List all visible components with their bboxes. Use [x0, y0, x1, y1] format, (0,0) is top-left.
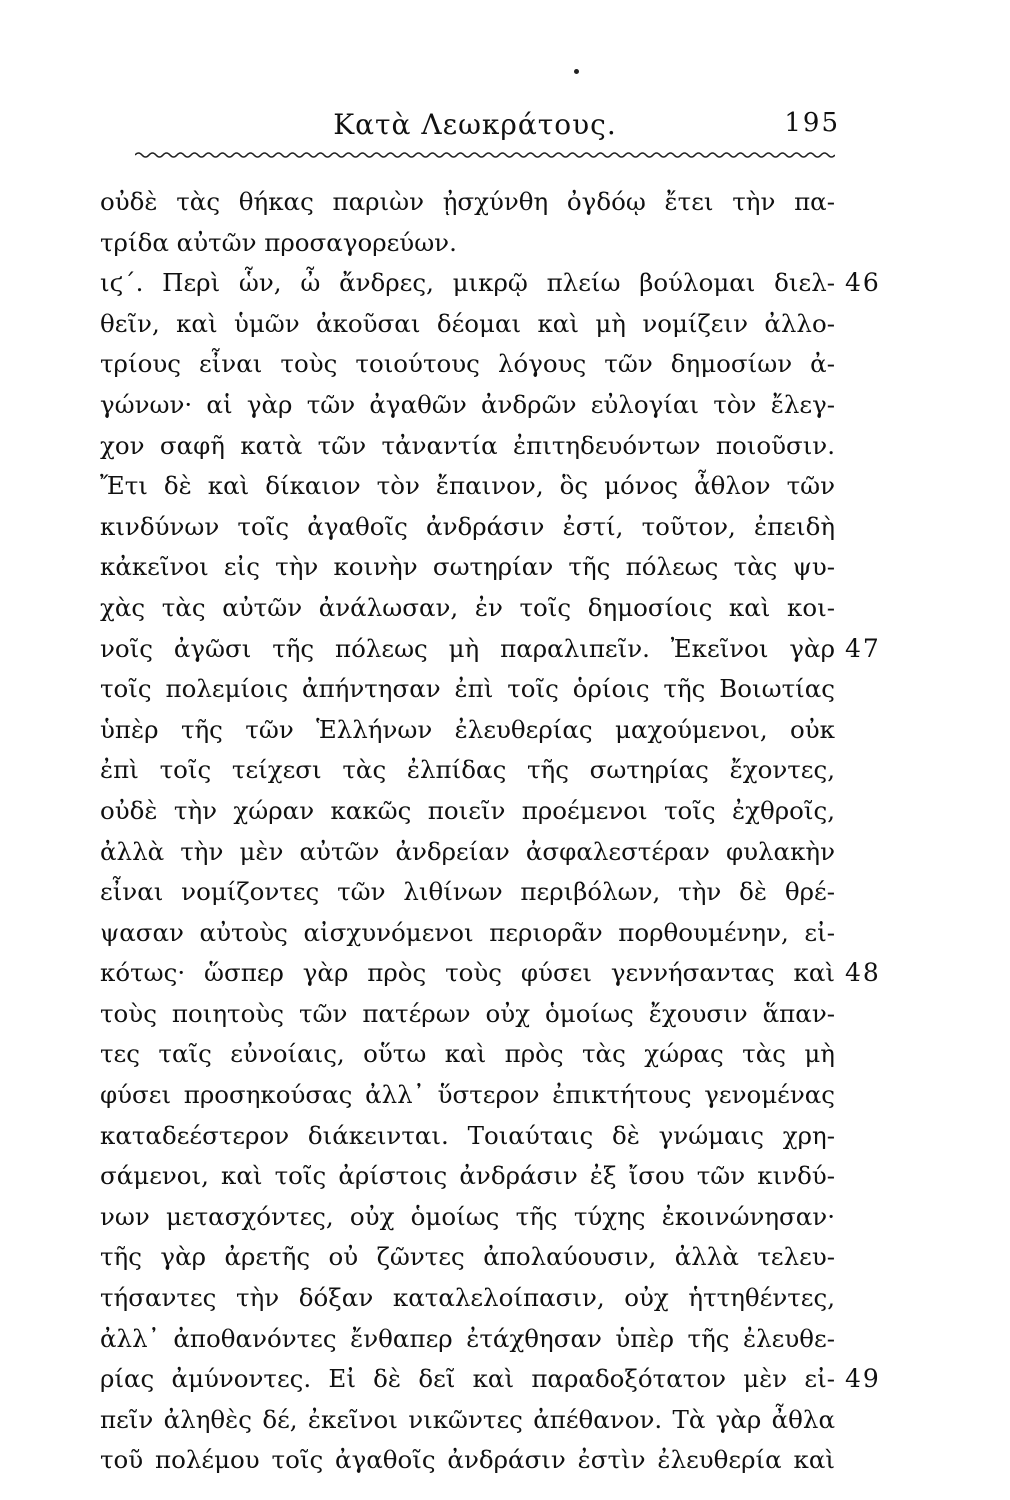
wavy-header-rule: [135, 150, 835, 160]
text-line: θεῖν, καὶ ὑμῶν ἀκοῦσαι δέομαι καὶ μὴ νομίζειν ἀλλο-: [100, 308, 835, 338]
text-line: εἶναι νομίζοντες τῶν λιθίνων περιβόλων, τὴν δὲ θρέ-: [100, 877, 835, 907]
text-line: τῆς γὰρ ἀρετῆς οὐ ζῶντες ἀπολαύουσιν, ἀλλὰ τελευ-: [100, 1242, 835, 1272]
margin-section-number: 46: [845, 268, 881, 297]
text-line: χον σαφῆ κατὰ τῶν τἀναντία ἐπιτηδευόντων ποιοῦσιν.: [100, 430, 835, 460]
text-line: κινδύνων τοῖς ἀγαθοῖς ἀνδράσιν ἐστί, τοῦτον, ἐπειδὴ: [100, 511, 835, 541]
text-line: τρίους εἶναι τοὺς τοιούτους λόγους τῶν δημοσίων ἀ-: [100, 349, 835, 379]
text-line: πεῖν ἀληθὲς δέ, ἐκεῖνοι νικῶντες ἀπέθανον. Τὰ γὰρ ἆθλα: [100, 1404, 835, 1434]
text-line: κἀκεῖνοι εἰς τὴν κοινὴν σωτηρίαν τῆς πόλεως τὰς ψυ-: [100, 552, 835, 582]
text-line: οὐδὲ τὰς θήκας παριὼν ᾐσχύνθη ὀγδόῳ ἔτει τὴν πα-: [100, 187, 835, 216]
text-line: φύσει προσηκούσας ἀλλ᾽ ὕστερον ἐπικτήτους γενομένας: [100, 1080, 835, 1110]
text-line: χὰς τὰς αὐτῶν ἀνάλωσαν, ἐν τοῖς δημοσίοις καὶ κοι-: [100, 592, 835, 622]
text-line: νων μετασχόντες, οὐχ ὁμοίως τῆς τύχης ἐκοινώνησαν·: [100, 1201, 835, 1231]
page-header: [110, 108, 840, 148]
text-line: ψασαν αὐτοὺς αἰσχυνόμενοι περιορᾶν πορθουμένην, εἰ-: [100, 917, 835, 947]
text-line: τοῖς πολεμίοις ἀπήντησαν ἐπὶ τοῖς ὁρίοις τῆς Βοιωτίας: [100, 674, 835, 704]
text-line: ἐπὶ τοῖς τείχεσι τὰς ἐλπίδας τῆς σωτηρίας ἔχοντες,: [100, 755, 835, 785]
running-title: Κατὰ Λεωκράτους.: [333, 108, 617, 141]
text-line: ἀλλὰ τὴν μὲν αὐτῶν ἀνδρείαν ἀσφαλεστέραν φυλακὴν: [100, 836, 835, 866]
margin-section-number: 49: [845, 1364, 881, 1393]
text-line: σάμενοι, καὶ τοῖς ἀρίστοις ἀνδράσιν ἐξ ἴσου τῶν κινδύ-: [100, 1161, 835, 1191]
text-line: νοῖς ἀγῶσι τῆς πόλεως μὴ παραλιπεῖν. Ἐκεῖνοι γὰρ: [100, 633, 835, 663]
text-line: τοῦ πολέμου τοῖς ἀγαθοῖς ἀνδράσιν ἐστὶν ἐλευθερία καὶ: [100, 1445, 835, 1475]
text-line: οὐδὲ τὴν χώραν κακῶς ποιεῖν προέμενοι τοῖς ἐχθροῖς,: [100, 795, 835, 825]
text-line: Ἔτι δὲ καὶ δίκαιον τὸν ἔπαινον, ὃς μόνος ἆθλον τῶν: [100, 471, 835, 501]
text-line: ιϛ΄. Περὶ ὧν, ὦ ἄνδρες, μικρῷ πλείω βούλομαι διελ-: [100, 268, 835, 298]
text-line: γώνων· αἱ γὰρ τῶν ἀγαθῶν ἀνδρῶν εὐλογίαι τὸν ἔλεγ-: [100, 389, 835, 419]
ink-speck: [574, 69, 579, 74]
text-line: κότως· ὥσπερ γὰρ πρὸς τοὺς φύσει γεννήσαντας καὶ: [100, 958, 835, 988]
text-line: τήσαντες τὴν δόξαν καταλελοίπασιν, οὐχ ἡττηθέντες,: [100, 1283, 835, 1313]
text-line: ὑπὲρ τῆς τῶν Ἑλλήνων ἐλευθερίας μαχούμενοι, οὐκ: [100, 714, 835, 744]
text-line: τρίδα αὐτῶν προσαγορεύων.: [100, 227, 457, 257]
margin-section-number: 48: [845, 958, 881, 987]
text-line: ρίας ἀμύνοντες. Εἰ δὲ δεῖ καὶ παραδοξότατον μὲν εἰ-: [100, 1364, 835, 1394]
text-line: τοὺς ποιητοὺς τῶν πατέρων οὐχ ὁμοίως ἔχουσιν ἅπαν-: [100, 998, 835, 1028]
text-line: καταδεέστερον διάκεινται. Τοιαύταις δὲ γνώμαις χρη-: [100, 1120, 835, 1150]
text-line: τες ταῖς εὐνοίαις, οὕτω καὶ πρὸς τὰς χώρας τὰς μὴ: [100, 1039, 835, 1069]
margin-section-number: 47: [845, 634, 881, 663]
page-number: 195: [784, 108, 840, 138]
text-line: ἀλλ᾽ ἀποθανόντες ἔνθαπερ ἐτάχθησαν ὑπὲρ τῆς ἐλευθε-: [100, 1323, 835, 1353]
body-text: [100, 182, 835, 1481]
